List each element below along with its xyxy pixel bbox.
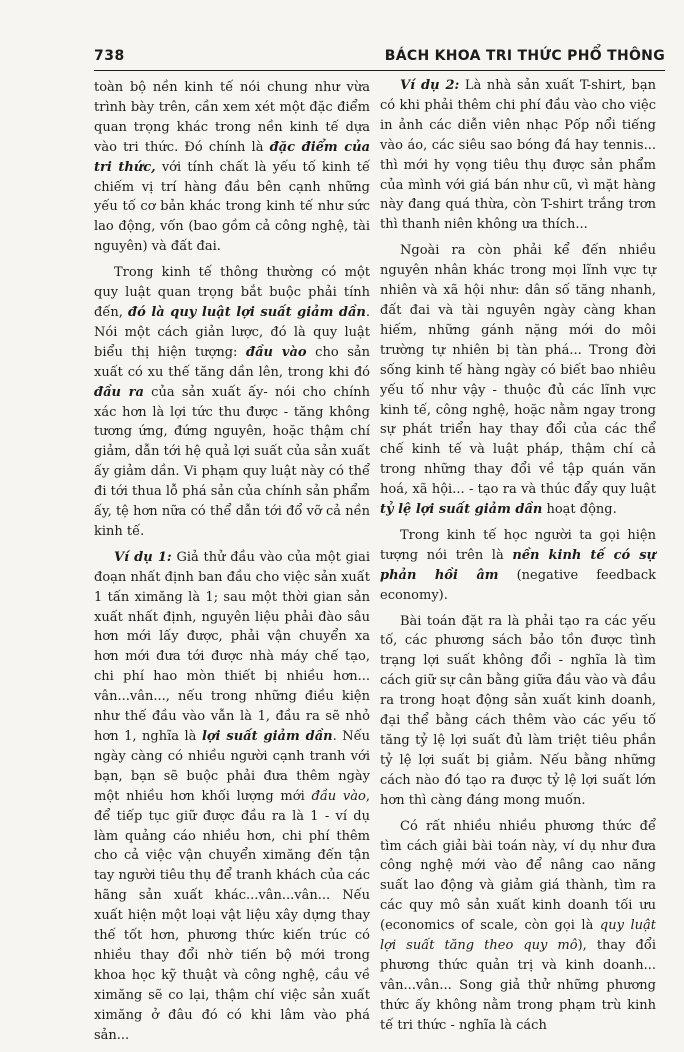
paragraph-example-2 xyxy=(380,76,656,235)
paragraph-problem-statement xyxy=(380,612,656,811)
text-run: , để tiếp tục giữ được đầu ra là 1 - ví dụ làm quảng cáo nhiều hơn, chi phí thêm cho cả việc vận chuyển ximăng đến tận tay người tiêu thụ để tranh khách của các hãng sản xuất khác...vân...vân... Nếu xuất hiện một loại vật liệu xây dựng thay thế tốt hơn, phương thức kiến trúc có nhiều thay đổi nhờ tiến bộ mới trong khoa học kỹ thuật và công nghệ, cầu về ximăng sẽ co lại, thậm chí việc sản xuất ximăng ở đâu đó có khi lâm vào phá sản... xyxy=(94,788,370,1043)
right-column xyxy=(380,76,656,1042)
text-run: Bài toán đặt ra là phải tạo ra các yếu tố, các phương sách bảo tồn được tình trạng lợi suất không đổi - nghĩa là tìm cách giữ sự cân bằng giữa đầu vào và đầu ra trong hoạt động sản xuất kinh doanh, đại thể bằng cách thêm vào các yếu tố tăng tỷ lệ lợi suất đủ làm triệt tiêu phần tỷ lệ lợi suất bị giảm. Nếu bằng những cách nào đó tạo ra được tỷ lệ lợi suất lớn hơn thì càng đáng mong muốn. xyxy=(380,613,656,808)
italic-text: quy luật lợi suất tăng theo quy mô xyxy=(380,918,656,954)
page-header xyxy=(94,46,665,68)
paragraph-other-causes xyxy=(380,241,656,520)
text-run: Ngoài ra còn phải kể đến nhiều nguyên nhân khác trong mọi lĩnh vực tự nhiên và xã hội như: dân số tăng nhanh, đất đai và tài nguyên ngày càng khan hiếm, những gánh nặng mới do môi trường tự nhiên bị tàn phá... Trong đời sống kinh tế hàng ngày có biết bao nhiêu yếu tố như vậy - thuộc đủ các lĩnh vực kinh tế, công nghệ, hoặc nằm ngay trong sự phát triển hay thay đổi của các thể chế kinh tế và luật pháp, thậm chí cả trong những thay đổi về tập quán văn hoá, xã hội... - tạo ra và thúc đẩy quy luật xyxy=(380,243,656,498)
text-run: Có rất nhiều nhiều phương thức để tìm cách giải bài toán này, ví dụ như đưa công nghệ mới vào để nâng cao năng suất lao động và giảm giá thành, tìm ra các quy mô sản xuất kinh doanh tối ưu (economics of scale, còn gọi là xyxy=(380,818,656,934)
emphasis-text: đầu ra xyxy=(94,384,144,400)
text-run: cho sản xuất có xu thế tăng dần lên, trong khi đó xyxy=(94,344,371,380)
paragraph-negative-feedback xyxy=(380,526,656,606)
example-label: Ví dụ 1: xyxy=(114,549,172,565)
emphasis-text: nền kinh tế có sự phản hồi âm xyxy=(380,547,656,583)
paragraph-knowledge-feature xyxy=(94,78,370,257)
emphasis-text: lợi suất giảm dần xyxy=(201,729,333,744)
emphasis-text: đặc điểm của tri thức, xyxy=(94,139,370,175)
emphasis-text: đầu vào xyxy=(246,344,307,360)
left-column xyxy=(94,78,370,1052)
text-run: Trong kinh tế học người ta gọi hiện tượng nói trên là xyxy=(380,527,656,563)
text-run: ), thay đổi phương thức quản trị và kinh doanh... vân...vân... Song giả thử những phương thức ấy không nằm trong phạm trù kinh tế tri thức - nghĩa là cách xyxy=(380,938,656,1033)
text-run: của sản xuất ấy- nói cho chính xác hơn là lợi tức thu được - tăng không tương ứng, đứng nguyên, hoặc thậm chí giảm, dẫn tới hệ quả lợi suất của sản xuất ấy giảm dần. Vi phạm quy luật này có thể đi tới thua lỗ phá sản của chính sản phẩm ấy, tệ hơn nữa có thể dẫn tới đổ vỡ cả nền kinh tế. xyxy=(94,384,370,539)
running-title: BÁCH KHOA TRI THỨC PHỔ THÔNG xyxy=(384,48,665,64)
text-run: với tính chất là yếu tố kinh tế chiếm vị trí hàng đầu bên cạnh những yếu tố cơ bản khác trong kinh tế như sức lao động, vốn (bao gồm cả công nghệ, tài nguyên) và đất đai. xyxy=(94,159,370,255)
italic-text: đầu vào xyxy=(311,788,366,804)
text-run: Trong kinh tế thông thường có một quy luật quan trọng bắt buộc phải tính đến, xyxy=(94,265,370,320)
text-run: Là nhà sản xuất T-shirt, bạn có khi phải thêm chi phí đầu vào cho việc in ảnh các diễn viên nhạc Pốp nổi tiếng vào áo, các siêu sao bóng đá hay tennis... thì mới hy vọng tiêu thụ được sản phẩm của mình với giá bán như cũ, vì mặt hàng này đang quá thừa, còn T-shirt trắng trơn thì thanh niên không ưa thích... xyxy=(380,78,656,233)
text-run: . Nói một cách giản lược, đó là quy luật biểu thị hiện tượng: xyxy=(94,304,370,360)
paragraph-diminishing-returns xyxy=(94,263,370,542)
text-run: hoạt động. xyxy=(542,502,617,518)
emphasis-text: đó là quy luật lợi suất giảm dần xyxy=(128,304,366,320)
paragraph-solutions xyxy=(380,817,656,1036)
text-run: . Nếu ngày càng có nhiều người cạnh tranh với bạn, bạn sẽ buộc phải đưa thêm ngày một nhiều hơn khối lượng mới xyxy=(94,729,370,804)
text-run: Giả thử đầu vào của một giai đoạn nhất định ban đầu cho việc sản xuất 1 tấn ximăng là 1; sau một thời gian sản xuất nhất định, nguyên liệu phải đào sâu hơn mới lấy được, phải vận chuyển xa hơn mới đưa tới được nhà máy chế tạo, chi phí hao mòn thiết bị nhiều hơn... vân...vân..., nếu trong những điều kiện như thế đầu vào vẫn là 1, đầu ra sẽ nhỏ hơn 1, nghĩa là xyxy=(94,549,370,744)
text-run: (negative feedback economy). xyxy=(380,567,656,603)
emphasis-text: tỷ lệ lợi suất giảm dần xyxy=(380,502,543,518)
text-run: toàn bộ nền kinh tế nói chung như vừa trình bày trên, cần xem xét một đặc điểm quan trọng khác trong nền kinh tế dựa vào tri thức. Đó chính là xyxy=(94,80,370,155)
header-rule xyxy=(94,70,665,71)
page-number: 738 xyxy=(94,48,125,64)
paragraph-example-1 xyxy=(94,548,370,1046)
example-label: Ví dụ 2: xyxy=(400,78,460,93)
